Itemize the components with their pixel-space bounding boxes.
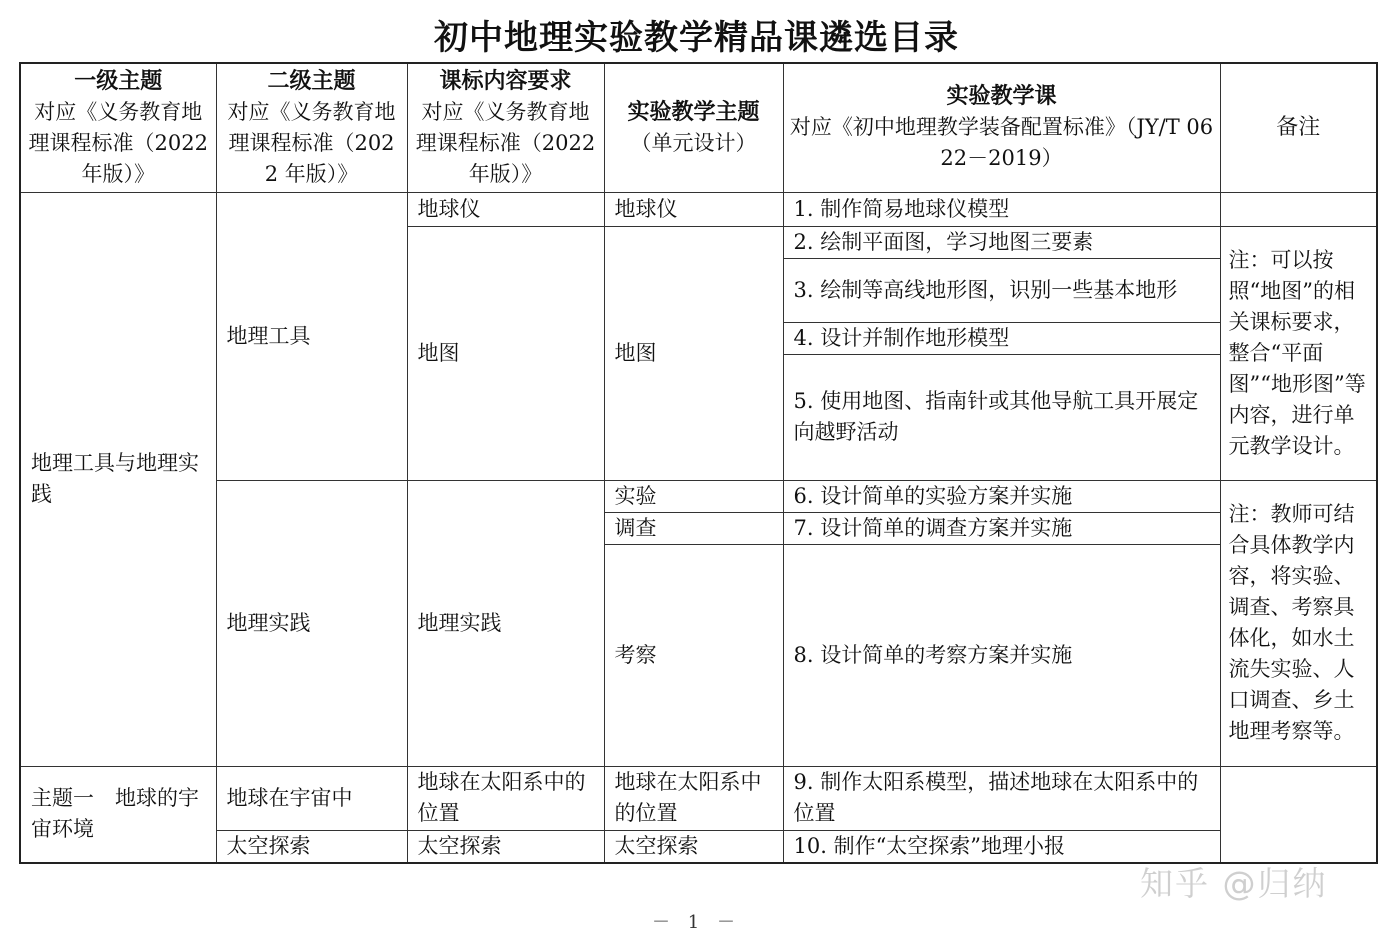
catalog-table xyxy=(19,62,1378,864)
cell-note-map: 注：可以按照“地图”的相关课标要求，整合“平面图”“地形图”等内容，进行单元教学设计。 xyxy=(1220,226,1377,480)
header-lesson-sub: 对应《初中地理教学装备配置标准》（JY/T 0622－2019） xyxy=(789,115,1214,171)
cell-lesson-4: 4. 设计并制作地形模型 xyxy=(783,322,1220,354)
cell-level1-universe: 主题一 地球的宇宙环境 xyxy=(20,766,216,863)
page-title: 初中地理实验教学精品课遴选目录 xyxy=(434,18,959,58)
header-level2 xyxy=(216,63,407,192)
cell-note-empty-1 xyxy=(1220,192,1377,226)
header-level2-title: 二级主题 xyxy=(267,68,356,94)
cell-req-practice: 地理实践 xyxy=(407,480,604,766)
cell-theme-space: 太空探索 xyxy=(604,830,783,863)
header-note xyxy=(1220,63,1377,192)
cell-theme-experiment: 实验 xyxy=(604,480,783,512)
header-lesson-title: 实验教学课 xyxy=(946,84,1057,110)
cell-lesson-9: 9. 制作太阳系模型，描述地球在太阳系中的位置 xyxy=(783,766,1220,830)
header-lesson xyxy=(783,63,1220,192)
cell-lesson-1: 1. 制作简易地球仪模型 xyxy=(783,192,1220,226)
cell-lesson-8: 8. 设计简单的考察方案并实施 xyxy=(783,544,1220,766)
cell-level2-practice: 地理实践 xyxy=(216,480,407,766)
cell-note-empty-2 xyxy=(1220,766,1377,863)
header-requirement-sub: 对应《义务教育地理课程标准（2022 年版）》 xyxy=(415,99,596,186)
cell-lesson-7: 7. 设计简单的调查方案并实施 xyxy=(783,512,1220,544)
cell-level2-tools: 地理工具 xyxy=(216,192,407,480)
cell-req-space: 太空探索 xyxy=(407,830,604,863)
cell-theme-map: 地图 xyxy=(604,226,783,480)
cell-lesson-10: 10. 制作“太空探索”地理小报 xyxy=(783,830,1220,863)
header-level1-sub: 对应《义务教育地理课程标准（2022 年版）》 xyxy=(28,99,208,186)
table-row xyxy=(20,192,1377,226)
header-theme xyxy=(604,63,783,192)
header-level1 xyxy=(20,63,216,192)
cell-lesson-6: 6. 设计简单的实验方案并实施 xyxy=(783,480,1220,512)
cell-note-practice: 注：教师可结合具体教学内容，将实验、调查、考察具体化，如水土流失实验、人口调查、乡土地理考察等。 xyxy=(1220,480,1377,766)
table-row xyxy=(20,766,1377,830)
cell-theme-inspect: 考察 xyxy=(604,544,783,766)
header-requirement xyxy=(407,63,604,192)
watermark: 知乎 @归纳 xyxy=(1140,864,1328,903)
cell-lesson-5: 5. 使用地图、指南针或其他导航工具开展定向越野活动 xyxy=(783,354,1220,480)
cell-level2-universe: 地球在宇宙中 xyxy=(216,766,407,830)
header-row xyxy=(20,63,1377,192)
cell-theme-globe: 地球仪 xyxy=(604,192,783,226)
cell-level2-space: 太空探索 xyxy=(216,830,407,863)
cell-theme-solar: 地球在太阳系中的位置 xyxy=(604,766,783,830)
header-note-title: 备注 xyxy=(1276,115,1321,141)
cell-req-globe: 地球仪 xyxy=(407,192,604,226)
cell-theme-survey: 调查 xyxy=(604,512,783,544)
table-row xyxy=(20,480,1377,512)
cell-level1-tools-practice: 地理工具与地理实践 xyxy=(20,192,216,766)
header-level1-title: 一级主题 xyxy=(74,68,163,94)
cell-req-solar: 地球在太阳系中的位置 xyxy=(407,766,604,830)
header-requirement-title: 课标内容要求 xyxy=(439,68,572,94)
cell-req-map: 地图 xyxy=(407,226,604,480)
header-theme-sub: （单元设计） xyxy=(630,130,757,155)
header-level2-sub: 对应《义务教育地理课程标准（2022 年版）》 xyxy=(227,99,396,186)
cell-lesson-3: 3. 绘制等高线地形图，识别一些基本地形 xyxy=(783,258,1220,322)
header-theme-title: 实验教学主题 xyxy=(627,99,760,125)
cell-lesson-2: 2. 绘制平面图，学习地图三要素 xyxy=(783,226,1220,258)
page-number: － 1 － xyxy=(652,912,741,933)
